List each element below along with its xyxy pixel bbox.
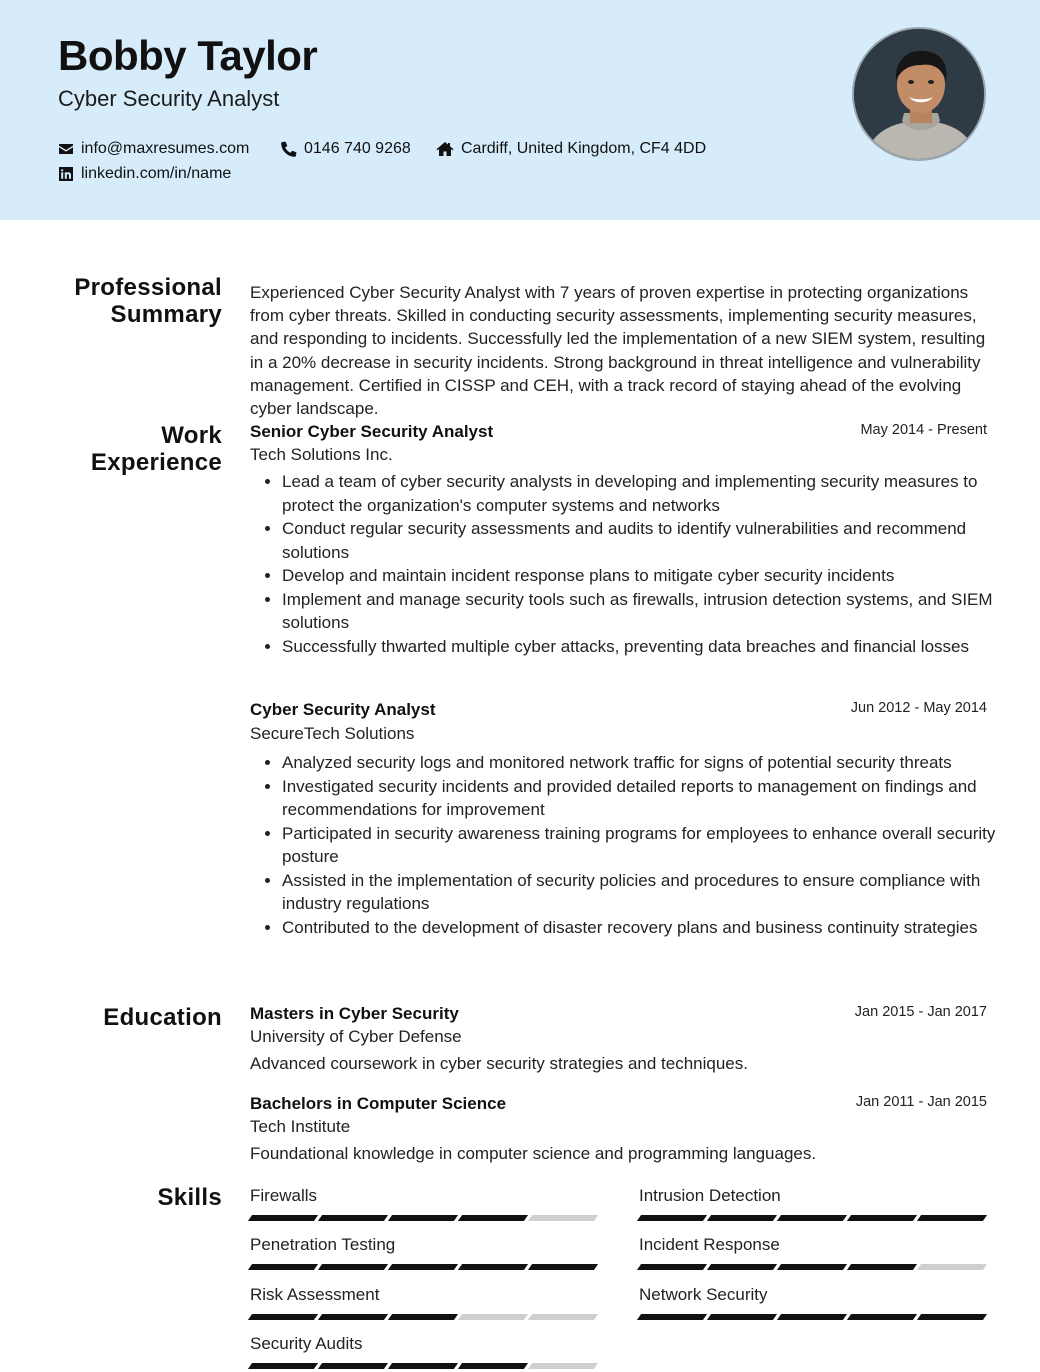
skill-segment-empty bbox=[917, 1264, 987, 1270]
education-date: Jan 2015 - Jan 2017 bbox=[854, 1004, 987, 1020]
skill-item bbox=[250, 1186, 598, 1221]
skill-segment-filled bbox=[847, 1264, 917, 1270]
skill-segment-filled bbox=[777, 1264, 847, 1270]
work-heading: Work Experience bbox=[90, 422, 222, 476]
education-entry bbox=[250, 1094, 987, 1164]
address-contact bbox=[436, 140, 706, 158]
email-text[interactable]: info@maxresumes.com bbox=[81, 140, 250, 157]
list-item: • Investigated security incidents and provided detailed reports to management on findings and recommendations for improvement bbox=[282, 775, 997, 822]
skill-segment-filled bbox=[318, 1215, 388, 1221]
skill-segment-filled bbox=[917, 1215, 987, 1221]
skill-segment-filled bbox=[318, 1363, 388, 1369]
skill-segment-filled bbox=[458, 1363, 528, 1369]
skill-level-bar bbox=[250, 1314, 598, 1320]
phone-icon bbox=[281, 141, 297, 157]
skill-name: Firewalls bbox=[250, 1186, 318, 1205]
job-bullets bbox=[250, 751, 997, 939]
list-item: • Lead a team of cyber security analysts in developing and implementing security measures to protect the organization's computer systems and networks bbox=[282, 470, 997, 517]
skill-segment-filled bbox=[388, 1264, 458, 1270]
summary-text: Experienced Cyber Security Analyst with 7 years of proven expertise in protecting organizations from cyber threats. Skilled in conducting security assessments, implementing security measures, and responding to incidents. Successfully led the implementation of a new SIEM system, resulting in a 20% decrease in security incidents. Strong background in threat intelligence and vulnerability management. Certified in CISSP and CEH, with a track record of staying ahead of the evolving cyber landscape. bbox=[250, 283, 986, 419]
skill-item bbox=[639, 1235, 987, 1270]
candidate-name: Bobby Taylor bbox=[58, 32, 318, 79]
skill-segment-filled bbox=[318, 1264, 388, 1270]
skill-name: Risk Assessment bbox=[250, 1285, 380, 1304]
skill-segment-empty bbox=[528, 1314, 598, 1320]
list-item: • Successfully thwarted multiple cyber attacks, preventing data breaches and financial losses bbox=[282, 635, 997, 659]
summary-heading: Professional Summary bbox=[74, 274, 222, 328]
linkedin-contact[interactable] bbox=[58, 165, 231, 183]
linkedin-icon bbox=[58, 166, 74, 182]
school-name: University of Cyber Defense bbox=[250, 1027, 462, 1046]
skill-level-bar bbox=[639, 1264, 987, 1270]
person-portrait-icon bbox=[854, 29, 986, 161]
education-heading: Education bbox=[103, 1004, 222, 1031]
job-date: May 2014 - Present bbox=[860, 422, 987, 438]
email-contact[interactable] bbox=[58, 140, 249, 158]
job-company: Tech Solutions Inc. bbox=[250, 445, 393, 464]
skill-segment-filled bbox=[248, 1363, 318, 1369]
skill-segment-filled bbox=[847, 1314, 917, 1320]
skill-segment-empty bbox=[458, 1314, 528, 1320]
skill-level-bar bbox=[639, 1314, 987, 1320]
skill-segment-filled bbox=[388, 1363, 458, 1369]
education-description: Foundational knowledge in computer science and programming languages. bbox=[250, 1144, 817, 1163]
skill-segment-filled bbox=[248, 1314, 318, 1320]
job-date: Jun 2012 - May 2014 bbox=[850, 700, 987, 716]
summary-section bbox=[250, 281, 987, 420]
list-item: • Contributed to the development of disaster recovery plans and business continuity strategies bbox=[282, 916, 997, 940]
job-entry bbox=[250, 422, 993, 658]
list-item: • Implement and manage security tools such as firewalls, intrusion detection systems, and SIEM solutions bbox=[282, 588, 997, 635]
skill-segment-filled bbox=[707, 1314, 777, 1320]
linkedin-text[interactable]: linkedin.com/in/name bbox=[81, 165, 232, 182]
skill-name: Incident Response bbox=[639, 1235, 780, 1254]
address-text: Cardiff, United Kingdom, CF4 4DD bbox=[461, 140, 707, 157]
skill-segment-filled bbox=[388, 1215, 458, 1221]
skill-segment-filled bbox=[777, 1215, 847, 1221]
skill-segment-filled bbox=[318, 1314, 388, 1320]
education-entry bbox=[250, 1004, 987, 1074]
skill-segment-filled bbox=[637, 1264, 707, 1270]
skill-name: Penetration Testing bbox=[250, 1235, 396, 1254]
skill-name: Security Audits bbox=[250, 1334, 363, 1353]
home-icon bbox=[436, 141, 454, 157]
skill-item bbox=[250, 1235, 598, 1270]
skill-segment-filled bbox=[637, 1215, 707, 1221]
skill-segment-filled bbox=[248, 1215, 318, 1221]
skill-segment-filled bbox=[917, 1314, 987, 1320]
skill-segment-filled bbox=[528, 1264, 598, 1270]
skill-item bbox=[250, 1334, 598, 1369]
profile-photo bbox=[852, 27, 986, 161]
job-title: Senior Cyber Security Analyst bbox=[250, 422, 494, 441]
skill-segment-filled bbox=[458, 1215, 528, 1221]
list-item: • Develop and maintain incident response plans to mitigate cyber security incidents bbox=[282, 564, 997, 588]
list-item: • Participated in security awareness training programs for employees to enhance overall security posture bbox=[282, 822, 997, 869]
skill-item bbox=[250, 1285, 598, 1320]
header-banner bbox=[0, 0, 1040, 220]
skill-segment-filled bbox=[707, 1215, 777, 1221]
skill-name: Intrusion Detection bbox=[639, 1186, 781, 1205]
skill-segment-filled bbox=[777, 1314, 847, 1320]
job-company: SecureTech Solutions bbox=[250, 724, 415, 743]
job-entry bbox=[250, 700, 996, 939]
skill-segment-empty bbox=[528, 1215, 598, 1221]
education-date: Jan 2011 - Jan 2015 bbox=[855, 1094, 987, 1110]
education-description: Advanced coursework in cyber security strategies and techniques. bbox=[250, 1054, 748, 1073]
skill-segment-filled bbox=[388, 1314, 458, 1320]
skill-segment-empty bbox=[528, 1363, 598, 1369]
skill-item bbox=[639, 1285, 987, 1320]
job-title: Cyber Security Analyst bbox=[250, 700, 436, 719]
candidate-title: Cyber Security Analyst bbox=[58, 86, 280, 111]
skill-name: Network Security bbox=[639, 1285, 768, 1304]
skill-segment-filled bbox=[707, 1264, 777, 1270]
skill-item bbox=[639, 1186, 987, 1221]
phone-text[interactable]: 0146 740 9268 bbox=[304, 140, 411, 157]
skill-level-bar bbox=[250, 1264, 598, 1270]
skill-level-bar bbox=[639, 1215, 987, 1221]
skill-segment-filled bbox=[637, 1314, 707, 1320]
skill-segment-filled bbox=[847, 1215, 917, 1221]
skill-level-bar bbox=[250, 1363, 598, 1369]
skills-heading: Skills bbox=[157, 1184, 222, 1211]
list-item: • Conduct regular security assessments and audits to identify vulnerabilities and recommend solutions bbox=[282, 517, 997, 564]
phone-contact[interactable] bbox=[281, 140, 411, 158]
school-name: Tech Institute bbox=[250, 1117, 351, 1136]
envelope-icon bbox=[58, 141, 74, 157]
list-item: • Analyzed security logs and monitored network traffic for signs of potential security threats bbox=[282, 751, 997, 775]
skill-level-bar bbox=[250, 1215, 598, 1221]
skill-segment-filled bbox=[458, 1264, 528, 1270]
degree-title: Masters in Cyber Security bbox=[250, 1004, 459, 1023]
list-item: • Assisted in the implementation of security policies and procedures to ensure compliance with industry regulations bbox=[282, 869, 997, 916]
degree-title: Bachelors in Computer Science bbox=[250, 1094, 507, 1113]
job-bullets bbox=[250, 470, 997, 658]
skill-segment-filled bbox=[248, 1264, 318, 1270]
